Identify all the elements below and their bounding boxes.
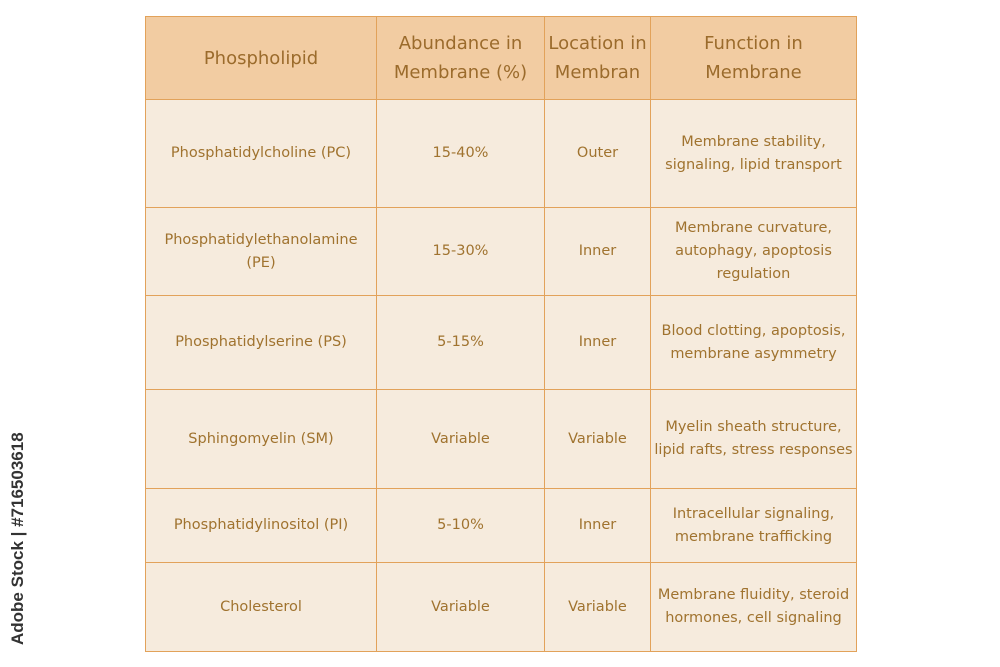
cell: Membrane curvature, autophagy, apoptosis regulation	[651, 208, 857, 296]
cell: Blood clotting, apoptosis, membrane asymmetry	[651, 296, 857, 390]
cell: Inner	[545, 296, 651, 390]
table-row	[146, 208, 857, 296]
cell: Variable	[545, 390, 651, 489]
cell: Phosphatidylcholine (PC)	[146, 100, 377, 208]
cell: 15-40%	[377, 100, 545, 208]
table-row	[146, 390, 857, 489]
table-row	[146, 100, 857, 208]
cell: Variable	[545, 563, 651, 652]
header-row	[146, 17, 857, 100]
header-phospholipid: Phospholipid	[146, 17, 377, 100]
table-row	[146, 489, 857, 563]
cell: Phosphatidylinositol (PI)	[146, 489, 377, 563]
cell: Phosphatidylserine (PS)	[146, 296, 377, 390]
cell: 15-30%	[377, 208, 545, 296]
table-row	[146, 563, 857, 652]
header-location: Location in Membran	[545, 17, 651, 100]
cell: Inner	[545, 489, 651, 563]
cell: Outer	[545, 100, 651, 208]
cell: 5-10%	[377, 489, 545, 563]
cell: Phosphatidylethanolamine (PE)	[146, 208, 377, 296]
cell: Membrane fluidity, steroid hormones, cell signaling	[651, 563, 857, 652]
table-row	[146, 296, 857, 390]
header-abundance: Abundance in Membrane (%)	[377, 17, 545, 100]
header-function: Function in Membrane	[651, 17, 857, 100]
cell: Myelin sheath structure, lipid rafts, stress responses	[651, 390, 857, 489]
cell: Membrane stability, signaling, lipid transport	[651, 100, 857, 208]
cell: 5-15%	[377, 296, 545, 390]
cell: Intracellular signaling, membrane trafficking	[651, 489, 857, 563]
phospholipid-table	[145, 16, 857, 652]
cell: Variable	[377, 390, 545, 489]
stock-watermark-id: Adobe Stock | #716503618	[8, 432, 27, 645]
cell: Cholesterol	[146, 563, 377, 652]
cell: Sphingomyelin (SM)	[146, 390, 377, 489]
cell: Variable	[377, 563, 545, 652]
cell: Inner	[545, 208, 651, 296]
